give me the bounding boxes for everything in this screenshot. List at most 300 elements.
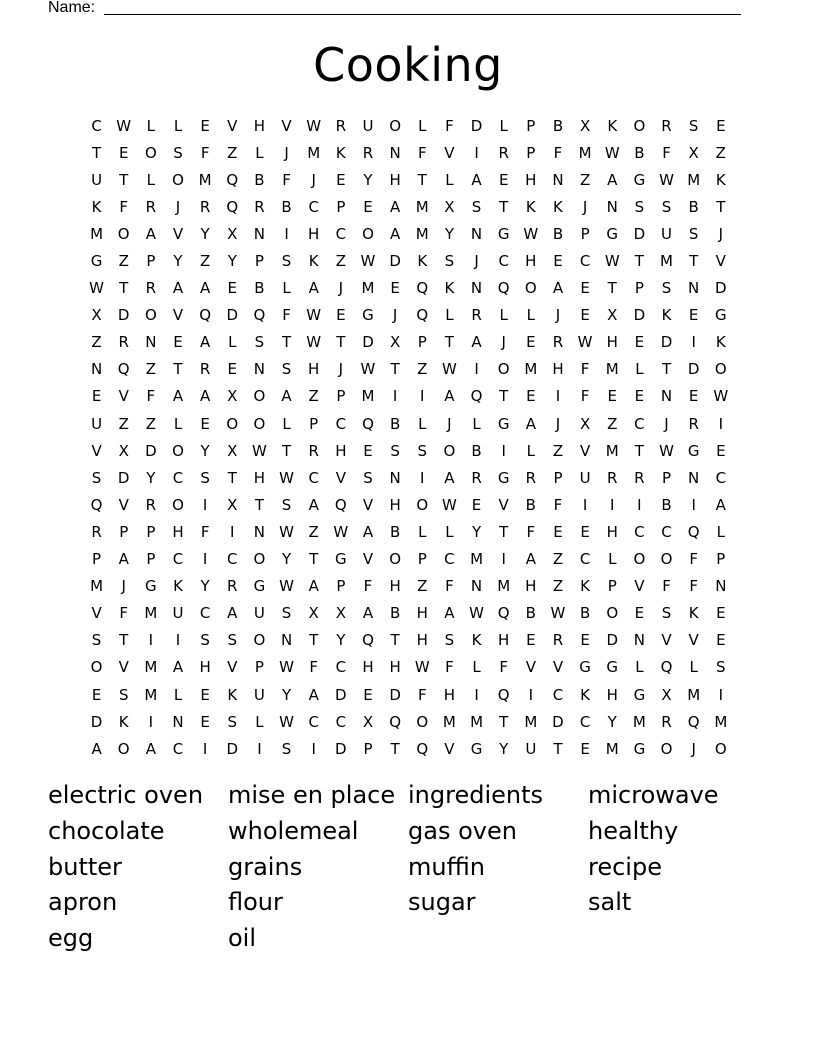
grid-letter[interactable]: P <box>526 143 536 162</box>
grid-letter[interactable]: I <box>555 387 561 406</box>
grid-letter[interactable]: W <box>251 441 267 460</box>
grid-letter[interactable]: T <box>119 631 129 650</box>
grid-letter[interactable]: U <box>362 116 374 135</box>
grid-letter[interactable]: N <box>389 143 401 162</box>
grid-letter[interactable]: I <box>202 739 208 758</box>
grid-letter[interactable]: K <box>580 577 591 596</box>
grid-letter[interactable]: X <box>362 712 374 731</box>
grid-letter[interactable]: Q <box>416 279 429 298</box>
grid-letter[interactable]: V <box>634 577 645 596</box>
grid-letter[interactable]: M <box>90 224 104 243</box>
grid-letter[interactable]: V <box>335 468 346 487</box>
grid-letter[interactable]: E <box>580 279 590 298</box>
grid-letter[interactable]: N <box>470 224 483 243</box>
grid-letter[interactable]: N <box>470 577 483 596</box>
grid-letter[interactable]: O <box>389 116 402 135</box>
grid-letter[interactable]: P <box>634 279 644 298</box>
grid-letter[interactable]: V <box>688 631 699 650</box>
grid-letter[interactable]: E <box>526 631 536 650</box>
grid-letter[interactable]: H <box>253 468 266 487</box>
grid-letter[interactable]: R <box>552 631 564 650</box>
grid-letter[interactable]: U <box>172 604 184 623</box>
grid-letter[interactable]: W <box>604 143 620 162</box>
grid-letter[interactable]: P <box>662 468 672 487</box>
grid-letter[interactable]: B <box>525 604 536 623</box>
grid-letter[interactable]: W <box>306 333 322 352</box>
grid-letter[interactable]: K <box>553 197 563 216</box>
grid-letter[interactable]: Z <box>145 414 156 433</box>
grid-letter[interactable]: R <box>471 306 482 325</box>
grid-letter[interactable]: W <box>306 306 322 325</box>
grid-letter[interactable]: U <box>91 414 103 433</box>
grid-letter[interactable]: Z <box>308 522 319 541</box>
grid-letter[interactable]: X <box>227 441 238 460</box>
grid-letter[interactable]: X <box>308 604 319 623</box>
grid-letter[interactable]: S <box>661 197 672 216</box>
grid-letter[interactable]: Z <box>417 577 428 596</box>
grid-letter[interactable]: R <box>254 197 265 216</box>
grid-letter[interactable]: H <box>606 685 618 704</box>
grid-letter[interactable]: I <box>474 143 479 162</box>
grid-letter[interactable]: Y <box>227 252 237 271</box>
grid-letter[interactable]: S <box>118 685 129 704</box>
grid-letter[interactable]: Z <box>227 143 238 162</box>
grid-letter[interactable]: F <box>200 522 210 541</box>
grid-letter[interactable]: N <box>606 197 618 216</box>
grid-letter[interactable]: C <box>444 550 455 569</box>
grid-letter[interactable]: H <box>308 360 320 379</box>
grid-letter[interactable]: W <box>441 495 457 514</box>
grid-letter[interactable]: V <box>118 658 129 677</box>
grid-letter[interactable]: R <box>145 495 157 514</box>
grid-letter[interactable]: R <box>634 468 645 487</box>
grid-letter[interactable]: Y <box>200 441 210 460</box>
grid-letter[interactable]: S <box>716 658 726 677</box>
grid-letter[interactable]: Y <box>363 170 373 189</box>
grid-letter[interactable]: Y <box>471 522 482 541</box>
grid-letter[interactable]: F <box>200 143 210 162</box>
grid-letter[interactable]: I <box>691 333 696 352</box>
grid-letter[interactable]: V <box>444 143 455 162</box>
grid-letter[interactable]: K <box>335 143 346 162</box>
grid-letter[interactable]: L <box>445 170 454 189</box>
grid-letter[interactable]: X <box>579 414 591 433</box>
grid-letter[interactable]: Q <box>687 522 700 541</box>
grid-letter[interactable]: P <box>146 252 156 271</box>
grid-letter[interactable]: F <box>499 658 508 677</box>
grid-letter[interactable]: W <box>333 522 349 541</box>
grid-letter[interactable]: F <box>146 387 156 406</box>
grid-letter[interactable]: T <box>281 441 292 460</box>
grid-letter[interactable]: E <box>200 116 210 135</box>
grid-letter[interactable]: T <box>689 252 699 271</box>
grid-letter[interactable]: Y <box>281 550 292 569</box>
grid-letter[interactable]: C <box>335 414 347 433</box>
grid-letter[interactable]: L <box>635 658 644 677</box>
grid-letter[interactable]: V <box>172 224 184 243</box>
grid-letter[interactable]: S <box>363 468 373 487</box>
grid-letter[interactable]: G <box>633 170 646 189</box>
grid-letter[interactable]: Y <box>444 224 454 243</box>
grid-letter[interactable]: T <box>499 197 509 216</box>
grid-letter[interactable]: F <box>689 577 698 596</box>
grid-letter[interactable]: T <box>119 170 129 189</box>
grid-letter[interactable]: L <box>526 306 535 325</box>
grid-letter[interactable]: O <box>172 441 184 460</box>
grid-letter[interactable]: B <box>552 224 564 243</box>
grid-letter[interactable]: H <box>389 658 401 677</box>
grid-letter[interactable]: N <box>253 360 266 379</box>
grid-letter[interactable]: T <box>227 468 237 487</box>
grid-letter[interactable]: R <box>471 468 482 487</box>
grid-letter[interactable]: E <box>607 387 617 406</box>
grid-letter[interactable]: E <box>553 522 563 541</box>
grid-letter[interactable]: T <box>173 360 183 379</box>
grid-letter[interactable]: D <box>226 739 239 758</box>
grid-letter[interactable]: Q <box>416 306 429 325</box>
grid-letter[interactable]: P <box>336 387 346 406</box>
grid-letter[interactable]: O <box>144 143 157 162</box>
grid-letter[interactable]: A <box>389 197 401 216</box>
grid-letter[interactable]: L <box>499 306 508 325</box>
grid-letter[interactable]: Z <box>118 414 129 433</box>
grid-letter[interactable]: P <box>417 550 427 569</box>
grid-letter[interactable]: W <box>469 604 484 623</box>
grid-letter[interactable]: N <box>90 360 103 379</box>
grid-letter[interactable]: H <box>606 333 618 352</box>
grid-letter[interactable]: J <box>501 333 506 352</box>
grid-letter[interactable]: O <box>389 550 402 569</box>
grid-letter[interactable]: C <box>634 414 645 433</box>
grid-letter[interactable]: D <box>633 306 646 325</box>
grid-letter[interactable]: E <box>553 252 563 271</box>
grid-letter[interactable]: I <box>610 495 615 514</box>
grid-letter[interactable]: N <box>253 224 266 243</box>
grid-letter[interactable]: Y <box>200 577 210 596</box>
grid-letter[interactable]: T <box>444 333 454 352</box>
grid-letter[interactable]: J <box>664 414 669 433</box>
grid-letter[interactable]: H <box>253 116 266 135</box>
grid-letter[interactable]: V <box>661 631 672 650</box>
grid-letter[interactable]: B <box>471 441 482 460</box>
grid-letter[interactable]: O <box>90 658 103 677</box>
grid-letter[interactable]: D <box>660 333 673 352</box>
grid-letter[interactable]: H <box>416 631 428 650</box>
grid-letter[interactable]: C <box>335 224 347 243</box>
grid-letter[interactable]: P <box>309 414 319 433</box>
grid-letter[interactable]: V <box>715 252 726 271</box>
grid-letter[interactable]: T <box>390 360 400 379</box>
grid-letter[interactable]: J <box>691 739 696 758</box>
grid-letter[interactable]: X <box>579 116 591 135</box>
grid-letter[interactable]: M <box>687 170 701 189</box>
grid-letter[interactable]: F <box>445 577 454 596</box>
grid-letter[interactable]: Y <box>499 739 509 758</box>
grid-letter[interactable]: U <box>661 224 673 243</box>
grid-letter[interactable]: N <box>552 170 564 189</box>
grid-letter[interactable]: D <box>687 360 700 379</box>
grid-letter[interactable]: Q <box>416 739 429 758</box>
grid-letter[interactable]: T <box>91 143 102 162</box>
grid-letter[interactable]: W <box>659 441 674 460</box>
grid-letter[interactable]: T <box>390 631 400 650</box>
grid-letter[interactable]: E <box>336 306 346 325</box>
grid-letter[interactable]: M <box>144 658 158 677</box>
grid-letter[interactable]: G <box>145 577 157 596</box>
grid-letter[interactable]: H <box>199 658 211 677</box>
grid-letter[interactable]: C <box>634 522 645 541</box>
grid-letter[interactable]: G <box>335 550 347 569</box>
grid-letter[interactable]: K <box>661 306 672 325</box>
grid-letter[interactable]: W <box>441 360 457 379</box>
grid-letter[interactable]: D <box>335 685 347 704</box>
grid-letter[interactable]: S <box>227 631 238 650</box>
grid-letter[interactable]: R <box>118 333 129 352</box>
grid-letter[interactable]: X <box>661 685 672 704</box>
grid-letter[interactable]: S <box>471 197 482 216</box>
grid-letter[interactable]: A <box>715 495 726 514</box>
grid-letter[interactable]: E <box>526 333 536 352</box>
grid-letter[interactable]: A <box>118 550 129 569</box>
grid-letter[interactable]: G <box>579 658 591 677</box>
grid-letter[interactable]: P <box>607 577 617 596</box>
grid-letter[interactable]: E <box>716 116 726 135</box>
grid-letter[interactable]: O <box>172 170 184 189</box>
grid-letter[interactable]: Q <box>253 306 266 325</box>
grid-letter[interactable]: G <box>497 414 510 433</box>
grid-letter[interactable]: L <box>228 333 237 352</box>
grid-letter[interactable]: C <box>579 252 591 271</box>
grid-letter[interactable]: C <box>335 712 347 731</box>
grid-letter[interactable]: I <box>637 495 642 514</box>
grid-letter[interactable]: A <box>308 495 319 514</box>
grid-letter[interactable]: X <box>227 495 238 514</box>
grid-letter[interactable]: N <box>470 279 483 298</box>
grid-letter[interactable]: U <box>253 685 265 704</box>
grid-letter[interactable]: T <box>309 550 319 569</box>
grid-letter[interactable]: T <box>634 252 644 271</box>
grid-letter[interactable]: I <box>311 739 316 758</box>
grid-letter[interactable]: T <box>716 197 726 216</box>
grid-letter[interactable]: I <box>474 360 479 379</box>
grid-letter[interactable]: D <box>117 468 130 487</box>
grid-letter[interactable]: V <box>172 306 184 325</box>
grid-letter[interactable]: S <box>173 143 183 162</box>
grid-letter[interactable]: X <box>389 333 401 352</box>
grid-letter[interactable]: T <box>634 441 644 460</box>
grid-letter[interactable]: S <box>444 252 455 271</box>
grid-letter[interactable]: C <box>579 712 591 731</box>
grid-letter[interactable]: Z <box>199 252 211 271</box>
grid-letter[interactable]: G <box>497 468 510 487</box>
grid-letter[interactable]: R <box>552 333 564 352</box>
grid-letter[interactable]: E <box>580 631 590 650</box>
grid-letter[interactable]: F <box>309 658 319 677</box>
grid-letter[interactable]: V <box>362 495 374 514</box>
grid-letter[interactable]: D <box>90 712 103 731</box>
grid-letter[interactable]: C <box>172 550 184 569</box>
grid-letter[interactable]: A <box>308 685 319 704</box>
grid-letter[interactable]: V <box>227 116 238 135</box>
grid-letter[interactable]: V <box>227 658 238 677</box>
grid-letter[interactable]: S <box>390 441 400 460</box>
grid-letter[interactable]: G <box>90 252 103 271</box>
grid-letter[interactable]: A <box>362 604 374 623</box>
grid-letter[interactable]: M <box>307 143 321 162</box>
grid-letter[interactable]: R <box>199 197 211 216</box>
grid-letter[interactable]: S <box>281 360 292 379</box>
grid-letter[interactable]: S <box>281 739 292 758</box>
grid-letter[interactable]: A <box>200 333 211 352</box>
grid-letter[interactable]: B <box>389 604 401 623</box>
grid-letter[interactable]: A <box>172 387 184 406</box>
grid-letter[interactable]: W <box>659 170 674 189</box>
grid-letter[interactable]: M <box>144 604 158 623</box>
grid-letter[interactable]: A <box>308 577 319 596</box>
grid-letter[interactable]: X <box>227 387 238 406</box>
grid-letter[interactable]: E <box>173 333 183 352</box>
grid-letter[interactable]: M <box>524 712 538 731</box>
grid-letter[interactable]: Z <box>145 360 156 379</box>
grid-letter[interactable]: F <box>580 387 590 406</box>
grid-letter[interactable]: Y <box>146 468 156 487</box>
grid-letter[interactable]: E <box>688 306 699 325</box>
grid-letter[interactable]: B <box>634 143 645 162</box>
grid-letter[interactable]: Y <box>607 712 617 731</box>
grid-letter[interactable]: K <box>580 685 591 704</box>
grid-letter[interactable]: F <box>119 604 129 623</box>
grid-letter[interactable]: V <box>552 658 564 677</box>
grid-letter[interactable]: L <box>499 116 508 135</box>
grid-letter[interactable]: W <box>279 522 294 541</box>
grid-letter[interactable]: E <box>498 170 509 189</box>
grid-letter[interactable]: L <box>418 116 427 135</box>
grid-letter[interactable]: P <box>119 522 129 541</box>
grid-letter[interactable]: C <box>661 522 672 541</box>
grid-letter[interactable]: C <box>579 550 591 569</box>
grid-letter[interactable]: L <box>255 712 264 731</box>
grid-letter[interactable]: N <box>688 279 700 298</box>
grid-letter[interactable]: G <box>253 577 266 596</box>
grid-letter[interactable]: G <box>470 739 483 758</box>
grid-letter[interactable]: K <box>308 252 319 271</box>
grid-letter[interactable]: Z <box>308 387 319 406</box>
grid-letter[interactable]: Q <box>117 360 130 379</box>
grid-letter[interactable]: L <box>418 414 427 433</box>
grid-letter[interactable]: T <box>499 387 509 406</box>
grid-letter[interactable]: I <box>202 495 208 514</box>
grid-letter[interactable]: M <box>90 577 104 596</box>
grid-letter[interactable]: M <box>497 577 511 596</box>
grid-letter[interactable]: M <box>415 224 429 243</box>
grid-letter[interactable]: C <box>227 550 238 569</box>
grid-letter[interactable]: B <box>389 414 401 433</box>
grid-letter[interactable]: D <box>389 252 401 271</box>
grid-letter[interactable]: H <box>552 360 564 379</box>
grid-letter[interactable]: W <box>577 333 593 352</box>
grid-letter[interactable]: I <box>148 712 154 731</box>
grid-letter[interactable]: L <box>608 550 617 569</box>
grid-letter[interactable]: E <box>716 604 726 623</box>
grid-letter[interactable]: V <box>118 495 129 514</box>
grid-letter[interactable]: Q <box>497 279 510 298</box>
grid-letter[interactable]: Q <box>226 197 239 216</box>
grid-letter[interactable]: F <box>363 577 373 596</box>
grid-letter[interactable]: Z <box>118 252 129 271</box>
grid-letter[interactable]: O <box>144 306 157 325</box>
grid-letter[interactable]: A <box>525 550 536 569</box>
grid-letter[interactable]: E <box>688 387 699 406</box>
grid-letter[interactable]: O <box>660 739 673 758</box>
grid-letter[interactable]: M <box>605 360 619 379</box>
grid-letter[interactable]: S <box>281 252 292 271</box>
grid-letter[interactable]: D <box>362 333 374 352</box>
grid-letter[interactable]: B <box>579 604 591 623</box>
grid-letter[interactable]: I <box>148 631 154 650</box>
grid-letter[interactable]: L <box>472 658 481 677</box>
grid-letter[interactable]: Q <box>687 712 700 731</box>
grid-letter[interactable]: W <box>306 116 322 135</box>
grid-letter[interactable]: L <box>173 685 183 704</box>
grid-letter[interactable]: A <box>227 604 238 623</box>
grid-letter[interactable]: R <box>688 414 699 433</box>
grid-letter[interactable]: A <box>525 414 536 433</box>
grid-letter[interactable]: O <box>226 414 239 433</box>
grid-letter[interactable]: Z <box>715 143 726 162</box>
grid-letter[interactable]: J <box>555 414 561 433</box>
grid-letter[interactable]: X <box>91 306 102 325</box>
grid-letter[interactable]: P <box>580 224 590 243</box>
grid-letter[interactable]: B <box>552 116 564 135</box>
grid-letter[interactable]: L <box>146 116 156 135</box>
grid-letter[interactable]: M <box>687 685 701 704</box>
grid-letter[interactable]: M <box>605 441 619 460</box>
grid-letter[interactable]: G <box>633 739 646 758</box>
grid-letter[interactable]: O <box>117 739 130 758</box>
grid-letter[interactable]: S <box>281 604 292 623</box>
grid-letter[interactable]: L <box>282 414 291 433</box>
grid-letter[interactable]: O <box>253 414 266 433</box>
grid-letter[interactable]: M <box>714 712 728 731</box>
grid-letter[interactable]: E <box>227 360 238 379</box>
grid-letter[interactable]: F <box>689 550 698 569</box>
grid-letter[interactable]: Z <box>552 577 564 596</box>
grid-letter[interactable]: L <box>716 522 725 541</box>
grid-letter[interactable]: D <box>606 631 619 650</box>
grid-letter[interactable]: V <box>525 658 536 677</box>
grid-letter[interactable]: Y <box>281 685 292 704</box>
grid-letter[interactable]: O <box>416 495 429 514</box>
grid-letter[interactable]: M <box>415 197 429 216</box>
grid-letter[interactable]: R <box>199 360 211 379</box>
grid-letter[interactable]: A <box>471 170 482 189</box>
grid-letter[interactable]: T <box>661 360 672 379</box>
grid-letter[interactable]: D <box>145 441 157 460</box>
grid-letter[interactable]: B <box>281 197 292 216</box>
grid-letter[interactable]: J <box>338 360 344 379</box>
grid-letter[interactable]: E <box>471 495 482 514</box>
grid-letter[interactable]: Z <box>552 550 564 569</box>
grid-letter[interactable]: A <box>145 224 156 243</box>
grid-letter[interactable]: V <box>579 441 591 460</box>
grid-letter[interactable]: F <box>417 685 427 704</box>
grid-letter[interactable]: C <box>715 468 727 487</box>
grid-letter[interactable]: H <box>443 685 456 704</box>
grid-letter[interactable]: K <box>471 631 482 650</box>
grid-letter[interactable]: E <box>363 685 373 704</box>
grid-letter[interactable]: M <box>361 387 375 406</box>
grid-letter[interactable]: A <box>172 279 184 298</box>
